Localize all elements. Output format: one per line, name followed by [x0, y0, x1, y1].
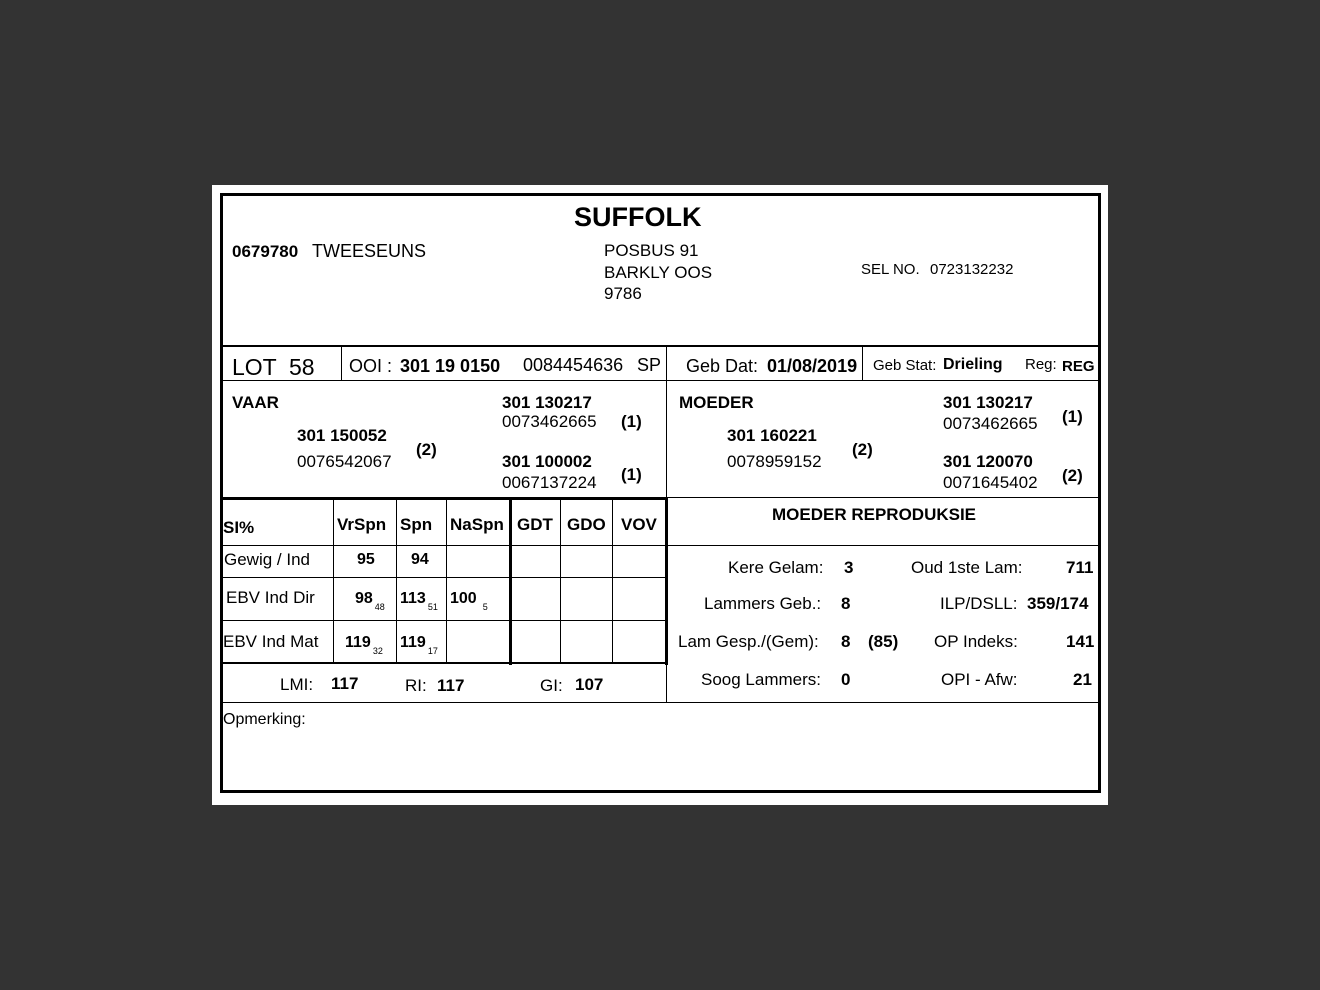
sale-card	[220, 193, 1101, 793]
ri-label: RI:	[405, 676, 427, 695]
dam-dam-birth-type: (2)	[1062, 466, 1083, 485]
row-label-ebv-dir: EBV Ind Dir	[226, 588, 315, 607]
sire-sire-birth-type: (1)	[621, 412, 642, 431]
table-corner-label: SI%	[223, 518, 255, 537]
divider	[223, 345, 1098, 347]
dam-dam-id: 301 120070	[943, 452, 1033, 471]
ewe-code: 0084454636	[523, 355, 624, 375]
first-lamb-age-label: Oud 1ste Lam:	[911, 558, 1023, 577]
breeder-number: 0679780	[232, 242, 299, 261]
remarks-label: Opmerking:	[223, 711, 306, 728]
table-cell: 119 $_{32}$	[345, 634, 383, 656]
divider	[666, 346, 667, 380]
lot-number: 58	[289, 354, 315, 380]
lambs-weaned-label: Lam Gesp./(Gem):	[678, 632, 819, 651]
dam-dam-code: 0071645402	[943, 473, 1038, 492]
registration-label: Reg:	[1025, 356, 1057, 373]
table-gridline	[223, 545, 666, 546]
gi-label: GI:	[540, 676, 563, 695]
first-lamb-age-value: 711	[1066, 558, 1094, 577]
lmi-label: LMI:	[280, 675, 314, 694]
column-header-vov: VOV	[621, 515, 657, 534]
table-gridline	[612, 499, 613, 663]
table-gridline	[333, 499, 334, 663]
lambs-weaned-value: 8	[841, 632, 851, 651]
table-gridline	[446, 499, 447, 663]
ewe-label: OOI :	[349, 356, 393, 376]
table-gridline	[560, 499, 561, 663]
suckling-lambs-value: 0	[841, 670, 851, 689]
dam-sire-code: 0073462665	[943, 414, 1038, 433]
column-header-naspn: NaSpn	[450, 515, 504, 534]
gi-value: 107	[575, 675, 604, 694]
table-border	[665, 498, 668, 665]
sire-birth-type: (2)	[416, 440, 437, 459]
divider	[223, 702, 1098, 703]
ilp-label: ILP/DSLL:	[940, 594, 1018, 613]
reproduction-title: MOEDER REPRODUKSIE	[772, 505, 977, 524]
sire-code: 0076542067	[297, 452, 392, 471]
table-gridline	[396, 499, 397, 663]
ilp-value: 359/174	[1027, 594, 1089, 613]
table-cell: 98 $_{48}$	[355, 590, 385, 612]
column-header-gdt: GDT	[517, 515, 553, 534]
table-cell: 100 $_5$	[450, 590, 488, 612]
divider	[223, 380, 1098, 381]
divider	[666, 545, 1098, 546]
table-cell: 95	[357, 551, 375, 568]
breeder-name: TWEESEUNS	[312, 241, 427, 261]
times-lambed-value: 3	[844, 558, 854, 577]
op-index-label: OP Indeks:	[934, 632, 1018, 651]
lambs-weaned-average: (85)	[868, 632, 899, 651]
ewe-id: 301 19 0150	[400, 356, 501, 376]
sire-label: VAAR	[232, 393, 279, 412]
row-label-ebv-mat: EBV Ind Mat	[223, 632, 319, 651]
opi-value: 21	[1073, 670, 1092, 689]
dam-id: 301 160221	[727, 426, 817, 445]
table-gridline	[223, 620, 666, 621]
dam-sire-id: 301 130217	[943, 393, 1033, 412]
phone-label: SEL NO.	[861, 261, 920, 278]
lambs-born-value: 8	[841, 594, 851, 613]
address-line-1: POSBUS 91	[604, 241, 699, 260]
breed-title: SUFFOLK	[574, 202, 702, 232]
column-header-vrspn: VrSpn	[337, 515, 387, 534]
column-header-spn: Spn	[400, 515, 433, 534]
postal-code: 9786	[604, 284, 642, 303]
op-index-value: 141	[1066, 632, 1095, 651]
dam-code: 0078959152	[727, 452, 822, 471]
birth-date: 01/08/2019	[767, 356, 858, 376]
sire-sire-id: 301 130217	[502, 393, 592, 412]
dam-sire-birth-type: (1)	[1062, 407, 1083, 426]
table-gridline	[223, 577, 666, 578]
remarks-area	[223, 726, 1098, 790]
divider	[341, 346, 342, 380]
address-line-2: BARKLY OOS	[604, 263, 713, 282]
phone-number: 0723132232	[930, 261, 1014, 278]
table-border	[509, 498, 512, 665]
ri-value: 117	[437, 676, 465, 695]
birth-status: Drieling	[943, 356, 1003, 373]
opi-label: OPI - Afw:	[941, 670, 1018, 689]
sire-dam-code: 0067137224	[502, 473, 597, 492]
ewe-suffix: SP	[637, 355, 662, 375]
registration-status: REG	[1062, 358, 1095, 375]
birth-date-label: Geb Dat:	[686, 356, 759, 376]
dam-label: MOEDER	[679, 393, 754, 412]
table-cell: 113 $_{51}$	[400, 590, 438, 612]
lambs-born-label: Lammers Geb.:	[704, 594, 822, 613]
suckling-lambs-label: Soog Lammers:	[701, 670, 821, 689]
sire-dam-birth-type: (1)	[621, 465, 642, 484]
row-label-gewig: Gewig / Ind	[224, 550, 310, 569]
table-cell: 119 $_{17}$	[400, 634, 438, 656]
lmi-value: 117	[331, 674, 359, 693]
table-cell: 94	[411, 551, 429, 568]
sire-id: 301 150052	[297, 426, 387, 445]
sire-sire-code: 0073462665	[502, 412, 597, 431]
lot-label: LOT	[232, 354, 277, 380]
column-header-gdo: GDO	[567, 515, 606, 534]
dam-birth-type: (2)	[852, 440, 873, 459]
sire-dam-id: 301 100002	[502, 452, 592, 471]
times-lambed-label: Kere Gelam:	[728, 558, 824, 577]
birth-status-label: Geb Stat:	[873, 357, 937, 374]
divider	[862, 346, 863, 380]
